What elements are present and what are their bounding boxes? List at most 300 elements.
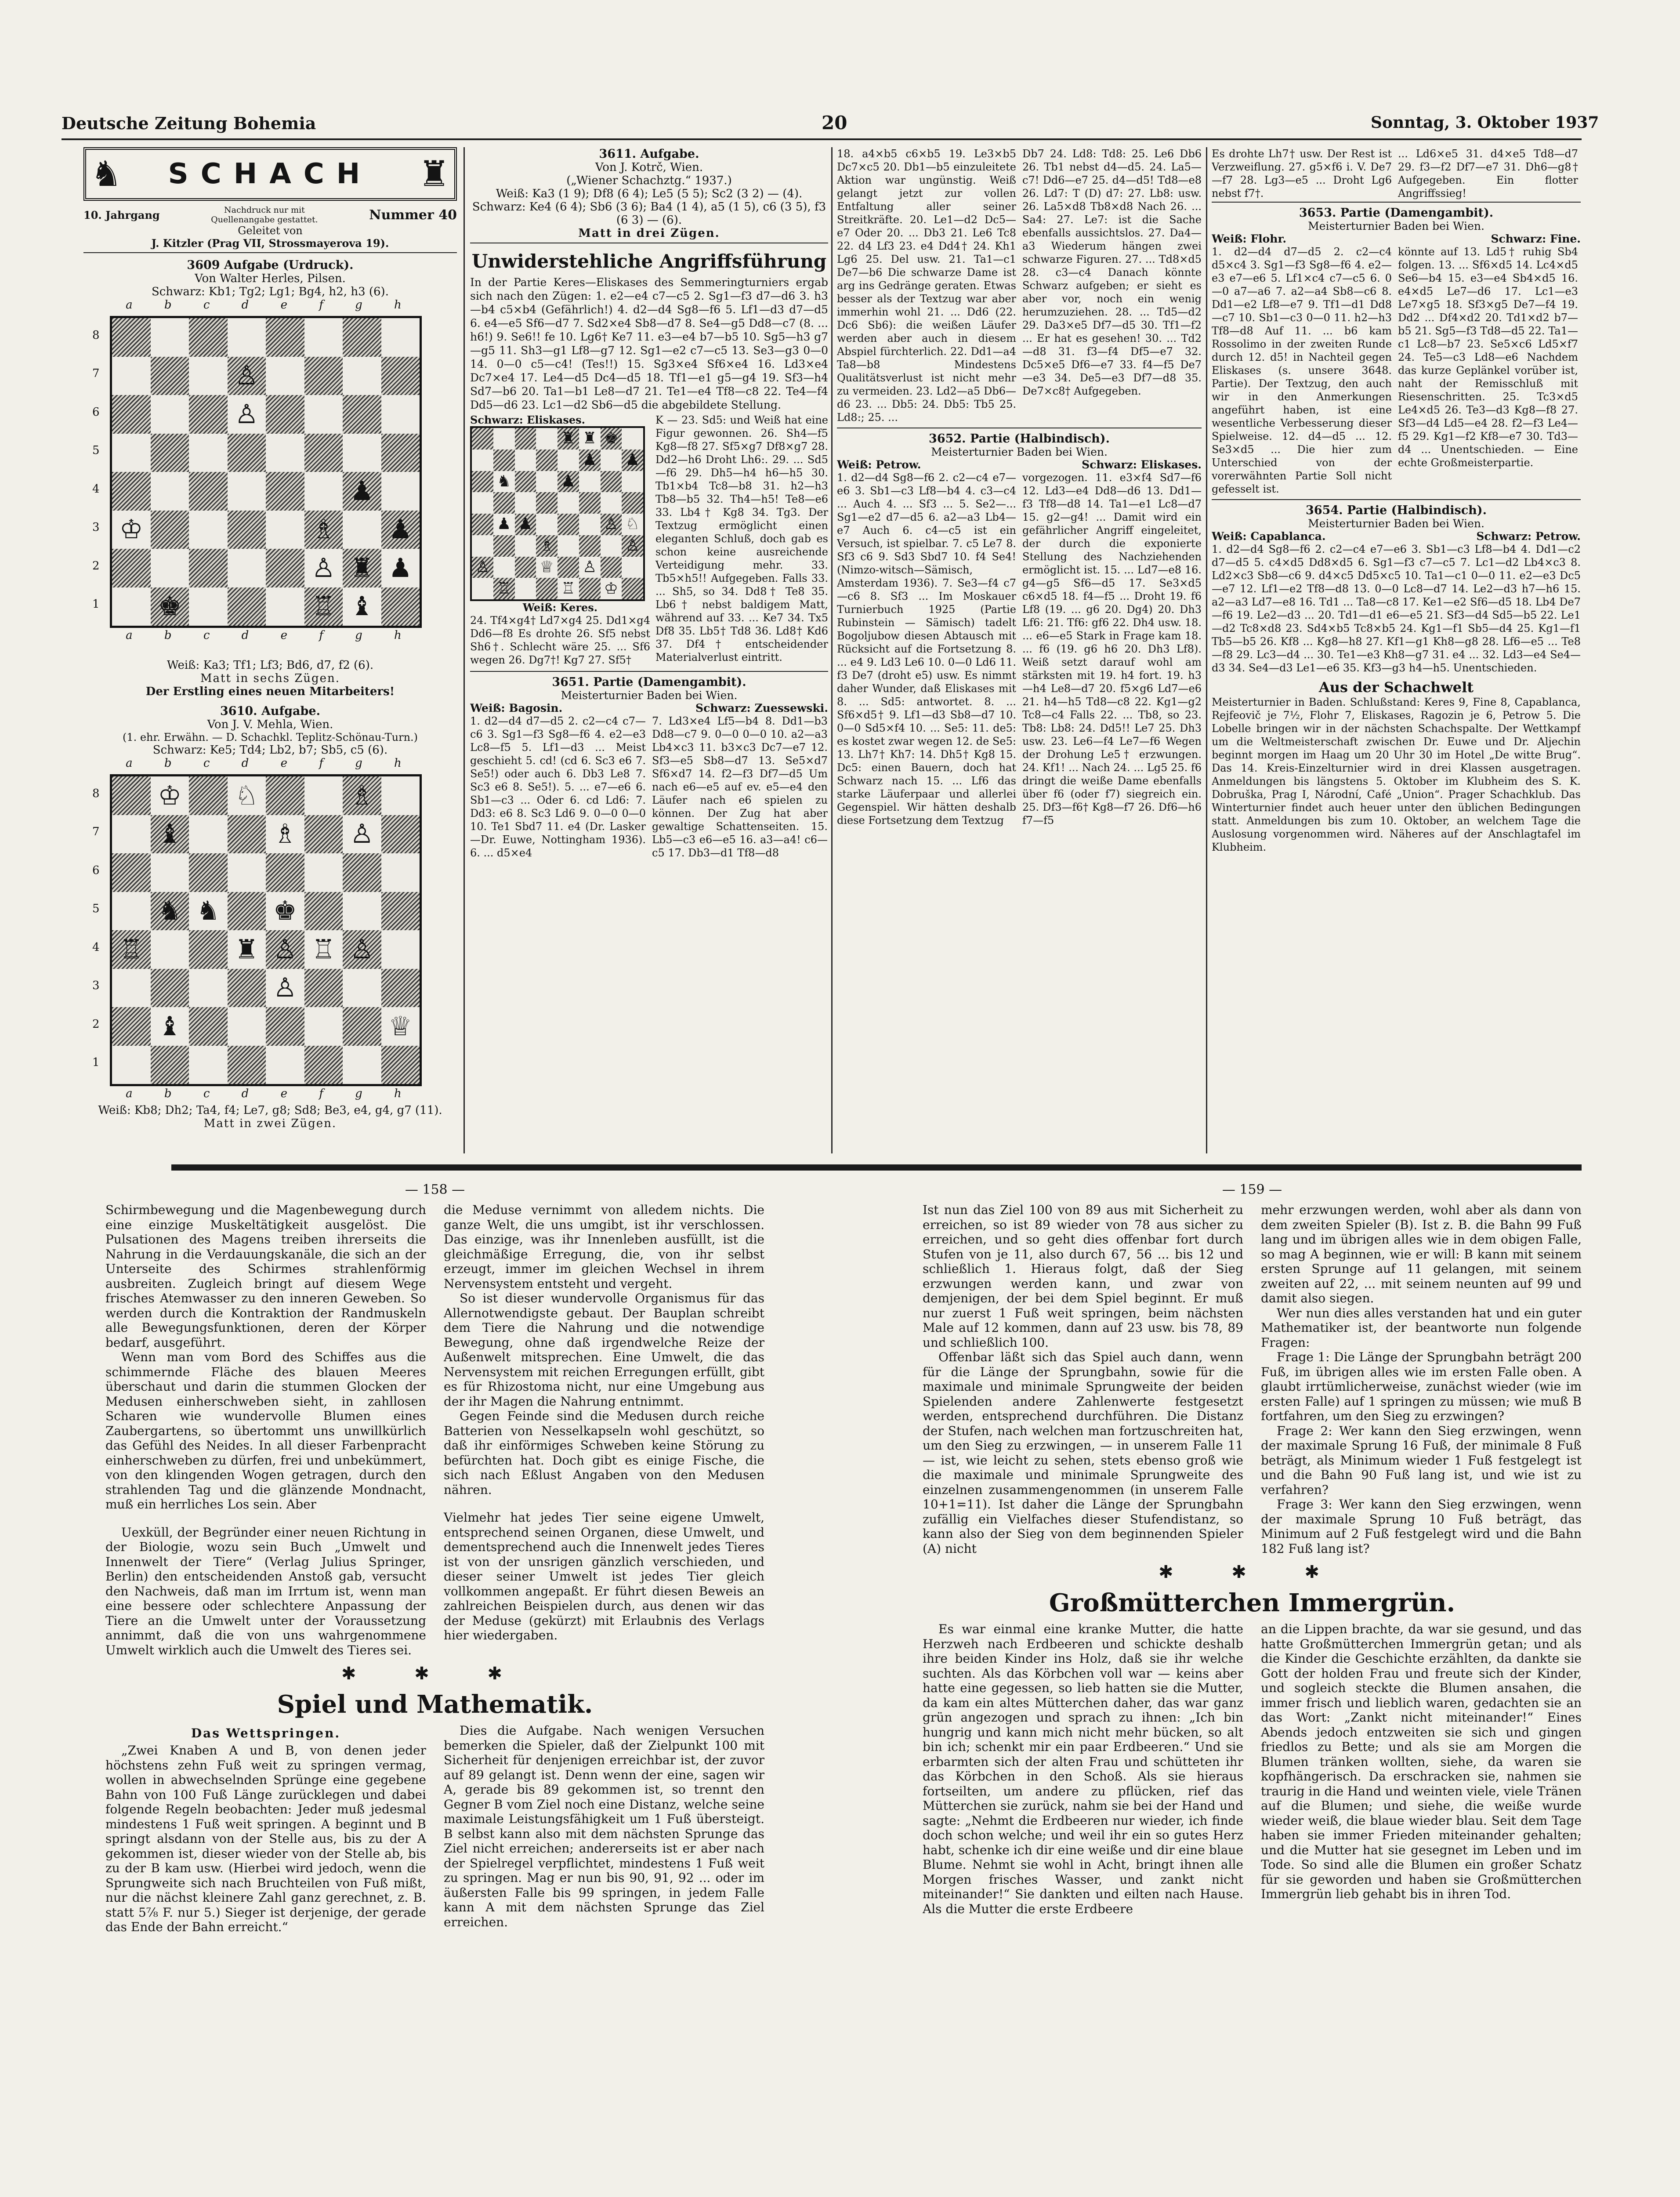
problem-3611-heading: 3611. Aufgabe.: [599, 147, 699, 161]
square-a1: [112, 1046, 151, 1084]
square-g2: [343, 549, 381, 587]
chess-piece-icon: ♟: [388, 552, 413, 584]
square-e3: [266, 969, 304, 1008]
game-3653-players: Weiß: Flohr. Schwarz: Fine.: [1212, 232, 1581, 245]
square-h5: [381, 892, 420, 931]
square-a5: [472, 492, 493, 514]
square-a6: [472, 471, 493, 493]
game-3652-moves-b: vorgezogen. 11. e3×f4 Sd7—f6 12. Ld3—e4 Dd8—d6 13. Dd1—f3 Tf8—d8 14. Ta1—e1 Lc8—d7 15. g2—g4! ... Damit wird ein gefährlicher Angriff eingeleitet, der durch die exponierte Stellung des Nachziehenden ermöglicht ist. 15. ... Ld7—e8 16. g4—g5 Sf6—d5 17. Se3×d5 c6×d5 18. f4—f5 ... Droht 19. f6 Lf8 (19. ... g6 20. Dg4) 20. Dh3 Lf6: 21. Tf6: gf6 22. Dh4 usw. 18. ... e6—e5 Stark in Frage kam 18. ... f6 (19. g6 h6 20. Dh3 Lf8). Weiß setzt darauf wohl am stärksten mit 19. h4 fort. 19. h3—h4 Le8—d7 20. f5×g6 Ld7—e6 21. h4—h5 Td8—c8 22. Kg1—g2 Tc8—c4 Falls 22. ... Tb8, so 23. Tb8: Lb8: 24. Dd5!! Le7 25. Dh3 usw. 23. Le6—f4 Le7—f6 Wegen der Drohung Le5† erzwungen. 24. Kf1! ... Nach 24. ... Lg5 25. f6 dringt die weiße Dame ebenfalls über f6 (oder f7) siegreich ein. 25. Df3—f6† Kg8—f7 26. Df6—h6 f7—f5: [1022, 471, 1202, 827]
square-h5: [622, 492, 643, 514]
square-d5: [536, 492, 558, 514]
chess-piece-icon: ♜: [350, 552, 374, 584]
square-e4: [266, 930, 304, 969]
section-stars-2: ✱ ✱ ✱: [1159, 1562, 1346, 1582]
game-3653-moves-a: 1. d2—d4 d7—d5 2. c2—c4 d5×c4 3. Sg1—f3 Sg8—f6 4. e2—e3 e7—e6 5. Lf1×c4 c7—c5 6. 0—0 a7—a6 7. a2—a4 Sb8—c6 8. Dd1—e2 Lf8—e7 9. Tf1—d1 Dd8—c7 10. Sb1—c3 0—0 11. h2—h3 Tf8—d8 Auf 11. ... b6 kam Rossolimo in der zweiten Runde durch 12. d5! in Nachteil gegen Eliskases (s. unsere 3648. Partie). Der Textzug, den auch wir in den Anmerkungen angeführt haben, ist eine wesentliche Verbesserung dieser Spielweise. 12. d4—d5 ... 12. Se3×d5 ... Die hier zum Unterschied von der vorerwähnten Partie Soll nicht gefesselt ist.: [1212, 246, 1392, 495]
square-g7: [343, 357, 381, 395]
square-d5: [228, 434, 266, 472]
game-3652-end: Es drohte Lh7† usw. Der Rest ist Verzweiflung. 27. g5×f6 i. V. De7—f7 28. Lg3—e5 ... Droht Lg6 nebst f7†.: [1212, 148, 1392, 199]
supplement-page-158: [105, 1182, 764, 2197]
square-g6: [343, 395, 381, 434]
chess-piece-icon: ♕: [539, 558, 554, 576]
schachwelt-heading: Aus der Schachwelt: [1318, 679, 1474, 696]
column-divider: [1206, 147, 1207, 1153]
schach-banner: [83, 147, 457, 201]
problem-3610-author: Von J. V. Mehla, Wien.: [207, 718, 333, 731]
issue-date: Sonntag, 3. Oktober 1937: [1371, 113, 1599, 132]
square-g7: [343, 815, 381, 854]
square-f4: [304, 472, 343, 511]
problem-3611-white: Weiß: Ka3 (1 9); Df8 (6 4); Le5 (5 5); Sc2 (3 2) — (4).: [496, 187, 803, 200]
square-c8: [189, 776, 228, 815]
editor: J. Kitzler (Prag VII, Strossmayerova 19).: [83, 237, 457, 253]
square-c2: [189, 549, 228, 587]
square-c7: [515, 450, 536, 471]
chess-piece-icon: ♗: [273, 819, 297, 850]
problem-3609-heading: 3609 Aufgabe (Urdruck).: [187, 258, 354, 272]
chess-piece-icon: ♝: [158, 819, 182, 850]
square-d3: [536, 535, 558, 557]
medusa-para-1: Schirmbewegung und die Magenbewegung durch eine einzige Muskeltätigkeit ausgelöst. Die Pulsationen des Magens treiben ihrerseits die Nahrung in die Verdauungskanäle, die sich an der Unterseite des Schirmes strahlenförmig ausbreiten. Zugleich bringt auf diesem Wege frisches Atemwasser zu den inneren Geweben. So werden durch die Kontraktion der Randmuskeln alle Bewegungsfunktionen, deren der Körper bedarf, ausgeführt.: [105, 1203, 426, 1350]
square-g6: [343, 853, 381, 892]
problem-3610-prize: (1. ehr. Erwähn. — D. Schachkl. Teplitz-Schönau-Turn.): [122, 731, 418, 743]
square-f1: [579, 578, 601, 599]
chess-piece-icon: ♟: [388, 514, 413, 545]
square-e7: [266, 815, 304, 854]
game-3652-sub: Meisterturnier Baden bei Wien.: [931, 446, 1108, 458]
spiel-para-3: Ist nun das Ziel 100 von 89 aus mit Sicherheit zu erreichen, so ist 89 wieder von 78 aus sicher zu erreichen, und so geht dies offenbar fort durch Stufen von je 11, also durch 67, 56 ... bis 12 und schließlich 1. Hieraus folgt, daß der Sieg erzwungen werden kann, und zwar von demjenigen, der bei dem Spiel beginnt. Er muß nur zuerst 1 Fuß weit springen, beim nächsten Male auf 12 kommen, dann auf 23 usw. bis 78, 89 und schließlich 100.: [923, 1203, 1243, 1350]
square-d6: [536, 471, 558, 493]
game-3653-moves-b: könnte auf 13. Ld5† ruhig Sb4 folgen. 13. ... Sf6×d5 14. Lc4×d5 Se6—b4 15. e3—e4 Sb4×d5 16. e4×d5 Le7—d6 17. Lc1—e3 Le7×g5 18. Sf3×g5 De7—f4 19. Dd2 ... Df4×d2 20. Td1×d2 b7—b5 21. Sg5—f3 Td8—d5 22. Ta1—c1 Lc8—b7 23. Se5×c6 Ld5×f7 24. Te5—c3 Ld8—e6 Nachdem das kurze Geplänkel vorüber ist, naht der Remisschluß mit Riesenschritten. 25. Tc3×d5 Le4×d5 26. Te3—d3 Kg8—f8 27. Sf3—d4 Ld5—e4 28. f2—f3 Le4—f5 29. Kg1—f2 Kf8—e7 30. Td3—d4 ... Unentschieden. — Eine echte Großmeisterpartie.: [1398, 246, 1578, 469]
diagram-caption-black: Schwarz: Eliskases.: [470, 413, 585, 426]
game-3654-heading: 3654. Partie (Halbindisch).: [1306, 504, 1487, 517]
square-f2: [304, 549, 343, 587]
board2-files-bottom: a b c d e f g h: [126, 1087, 402, 1100]
grossmuetterchen-para-1: Es war einmal eine kranke Mutter, die hatte Herzweh nach Erdbeeren und schickte deshalb ihre beiden Kinder ins Holz, daß sie ihr welche suchten. Als das Körbchen voll war — keins aber hatte eine gegessen, so lieb hatten sie die Mutter, da kam ein altes Mütterchen daher, das war ganz grün angezogen und sprach zu ihnen: „Ich bin hungrig und kann mich nicht mehr bücken, so alt bin ich; schenkt mir ein paar Erdbeeren.“ Und sie erbarmten sich der alten Frau und schütteten ihr das Körbchen in den Schoß. Als sie hieraus fortseilten, um andere zu pflücken, rief das Mütterchen sie zurück, nahm sie bei der Hand und sagte: „Nehmt die Erdbeeren nur wieder, ich finde doch schon welche; und weil ihr ein so gutes Herz habt, schenke ich dir eine weiße und dir eine blaue Blume. Nehmt sie wohl in Acht, bringt ihnen alle Morgen frisches Wasser, und zankt nicht miteinander!“ Sie dankten und eilten nach Hause. Als die Mutter die erste Erdbeere: [923, 1622, 1243, 1916]
square-a3: [112, 969, 151, 1008]
square-e3: [558, 535, 579, 557]
column-divider: [463, 147, 465, 1153]
chess-piece-icon: ♖: [311, 591, 336, 622]
chess-piece-icon: ♝: [158, 1011, 182, 1042]
square-b3: [151, 969, 189, 1008]
page-159-col-1: [923, 1203, 1243, 1556]
square-d6: [228, 853, 266, 892]
knight-icon: ♞: [91, 153, 122, 194]
board2-files-top: a b c d e f g h: [126, 757, 402, 770]
square-b8: [151, 776, 189, 815]
square-g2: [601, 557, 622, 578]
square-a3: [472, 535, 493, 557]
game-3652-result: ... Ld6×e5 31. d4×e5 Td8—d7 29. f3—f2 Df7—e7 31. Dh6—g8† Aufgegeben. Ein flotter Angriffssieg!: [1398, 148, 1578, 199]
king-icon: ♜: [418, 153, 450, 194]
square-d2: [536, 557, 558, 578]
square-h3: [381, 511, 420, 549]
column-divider: [831, 147, 833, 1153]
chess-piece-icon: ♟: [561, 472, 576, 490]
chess-column-3: [837, 147, 1202, 1158]
square-g4: [343, 930, 381, 969]
chess-piece-icon: ♙: [273, 972, 297, 1004]
square-g8: [601, 428, 622, 450]
article-title: Unwiderstehliche Angriffsführung: [471, 250, 827, 272]
square-e2: [266, 1007, 304, 1046]
square-g6: [601, 471, 622, 493]
chess-diagram-3610: [83, 757, 452, 1104]
square-f7: [579, 450, 601, 471]
square-c4: [515, 514, 536, 535]
square-g3: [343, 969, 381, 1008]
problem-3610-heading: 3610. Aufgabe.: [220, 704, 320, 718]
board-files-bottom: a b c d e f g h: [126, 629, 402, 642]
square-e5: [558, 492, 579, 514]
square-a3: [112, 511, 151, 549]
square-d7: [228, 357, 266, 395]
square-b7: [493, 450, 515, 471]
square-e6: [266, 395, 304, 434]
spiel-para-5: mehr erzwungen werden, wohl aber als dann von dem zweiten Spieler (B). Ist z. B. die Bahn 99 Fuß lang und im übrigen alles wie in dem obigen Falle, so mag A beginnen, wie er will: B kann mit seinem ersten Sprunge auf 11 gelangen, mit seinem zweiten auf 22, ... mit seinem neunten auf 99 und damit also siegen.: [1261, 1203, 1582, 1305]
square-a4: [112, 930, 151, 969]
square-e5: [266, 892, 304, 931]
chess-piece-icon: ♞: [496, 472, 511, 490]
square-c1: [189, 587, 228, 626]
square-e6: [266, 853, 304, 892]
square-c2: [515, 557, 536, 578]
square-h8: [381, 776, 420, 815]
medusa-para-4: So ist dieser wundervolle Organismus für das Allernotwendigste gebaut. Der Bauplan schreibt dem Tiere die Nahrung und die notwendige Bewegung, ohne daß irgendwelche Reize der Außenwelt mitsprechen. Eine Umwelt, die das Nervensystem mit reichen Erregungen erfüllt, gibt es für Rhizostoma nicht, nur eine Umgebung aus der ihr Magen die Nahrung entnimmt.: [444, 1291, 764, 1409]
newspaper-name: Deutsche Zeitung Bohemia: [62, 113, 316, 133]
square-b3: [151, 511, 189, 549]
chess-piece-icon: ♟: [496, 515, 511, 533]
square-e1: [266, 1046, 304, 1084]
chess-piece-icon: ♙: [604, 515, 619, 533]
square-b7: [151, 357, 189, 395]
square-b2: [493, 557, 515, 578]
square-a1: [112, 587, 151, 626]
problem-3609-black: Schwarz: Kb1; Tg2; Lg1; Bg4, h2, h3 (6).: [152, 285, 389, 298]
schachwelt-text: Meisterturnier in Baden. Schlußstand: Keres 9, Fine 8, Capablanca, Rejfeovič je 7½, Flohr 7, Eliskases, Ragozin je 6, Petrow 5. Die Lobelle bringen wir in der nächsten Schachspalte. Der Wettkampf um die Weltmeisterschaft zwischen Dr. Euwe und Dr. Aljechin beginnt morgen im Haag um 20 Uhr 30 im Hotel „De witte Brug“. Das 14. Kreis-Einzelturnier wird in drei Klassen ausgetragen. Anmeldungen bis längstens 5. Oktober im Klubheim des S. K. Dobruška, Prag I, Národní, Café „Union“. Prager Schachklub. Das Winterturnier findet auch heuer unter den üblichen Bedingungen statt. Anmeldungen bis zum 10. Oktober, an welchem Tage die Auslosung vorgenommen wird. Näheres auf der Anschlagtafel im Klubheim.: [1212, 696, 1581, 853]
chess-piece-icon: ♖: [496, 579, 511, 598]
game-3651-continued: 18. a4×b5 c6×b5 19. Le3×b5 Dc7×c5 20. Db1—b5 einzuleitete Aktion war ungünstig. Weiß gelangt jetzt zur vollen Entfaltung aller seiner Streitkräfte. 20. Le1—d2 Dc5—e7 Oder 20. ... Db3 21. Le6 Tc8 22. d4 Lf3 23. e4 Dd4† 24. Kh1 Lg6 25. Del usw. 21. Ta1—c1 De7—b6 Die schwarze Dame ist arg ins Gedränge geraten. Etwas besser als der Textzug war aber immerhin wohl 21. ... Dd6 (22. Dc6 Sb6): die weißen Läufer werden aber auch in diesem Abspiel fürchterlich. 22. Dd1—a4 Ta8—b8 Mindestens Qualitätsverlust ist nicht mehr zu vermeiden. 23. Ld2—a5 Db6—d6 23. ... Db5: 24. Db5: Tb5 25. Ld8:; 25. ...: [837, 148, 1016, 424]
square-h7: [381, 357, 420, 395]
square-c5: [189, 892, 228, 931]
square-e2: [266, 549, 304, 587]
square-a6: [112, 395, 151, 434]
edited-by: Geleitet von: [238, 225, 303, 237]
square-f6: [304, 395, 343, 434]
square-a5: [112, 892, 151, 931]
grossmuetterchen-para-2: an die Lippen brachte, da war sie gesund, und das hatte Großmütterchen Immergrün getan; und als die Kinder die Geschichte erzählten, da dankte sie Gott der holden Frau und freute sich der Kinder, und sogleich steckte die Blumen ansahen, die immer frisch und lieblich waren, gedachten sie an das Wort: „Zankt nicht miteinander!“ Eines Abends jedoch entzweiten sie sich und gingen friedlos zu Bette; und als sie am Morgen die Blumen tränken wollten, siehe, da waren sie kopfhängerisch. Da erschracken sie, nahmen sie traurig in die Hand und weinten viele, viele Tränen auf die Blumen; und siehe, die weiße wurde wieder weiß, die blaue wieder blau. Seit dem Tage haben sie immer Frieden miteinander gehalten; und die Mutter hat sie gesegnet im Leben und im Tode. So sind alle die Blumen ein großer Schatz für sie geworden und haben sie Großmütterchen Immergrün lieb gehabt bis in ihren Tod.: [1261, 1622, 1582, 1901]
square-c8: [515, 428, 536, 450]
square-f4: [304, 930, 343, 969]
board-ranks: 8 7 6 5 4 3 2 1: [92, 328, 100, 611]
header-rule: [62, 138, 1582, 140]
frage-1: Frage 1: Die Länge der Sprungbahn beträgt 200 Fuß, im übrigen alles wie im ersten Falle oben. A glaubt irrtümlicherweise, zunächst wieder (wie im ersten Falle) auf 1 springen zu müssen; wie muß B fortfahren, um den Sieg zu erzwingen?: [1261, 1350, 1582, 1423]
chess-piece-icon: ♙: [273, 934, 297, 965]
square-h6: [381, 853, 420, 892]
spiel-subtitle: Das Wettspringen.: [191, 1726, 341, 1740]
square-a7: [112, 815, 151, 854]
square-a6: [112, 853, 151, 892]
chess-column-4: [1212, 147, 1581, 1158]
square-a4: [112, 472, 151, 511]
square-a8: [112, 318, 151, 357]
square-b3: [493, 535, 515, 557]
square-c3: [515, 535, 536, 557]
chess-piece-icon: ♚: [158, 591, 182, 622]
spiel-para-4: Offenbar läßt sich das Spiel auch dann, wenn für die Länge der Sprungbahn, sowie für die maximale und minimale Sprungweite der beiden Spielenden andere Zahlenwerte festgesetzt werden, entsprechend durchführen. Die Distanz der Stufen, nach welchen man fortzuschreiten hat, um den Sieg zu erzwingen, — in unserem Falle 11 — ist, wie leicht zu sehen, stets ebenso groß wie die maximale und minimale Sprungweite des einzelnen zusammengenommen (in unserem Falle 10+1=11). Ist daher die Länge der Sprungbahn zufällig ein Vielfaches dieser Stufendistanz, so kann also der Sieg von dem beginnenden Spieler (A) nicht: [923, 1350, 1243, 1556]
square-b4: [151, 930, 189, 969]
square-b2: [151, 549, 189, 587]
spiel-para-6: Wer nun dies alles verstanden hat und ein guter Mathematiker ist, der beantworte nun folgende Fragen:: [1261, 1305, 1582, 1350]
square-g4: [343, 472, 381, 511]
square-b5: [151, 892, 189, 931]
square-a2: [112, 1007, 151, 1046]
board-3609: [110, 316, 422, 628]
game-3651-moves-b: 7. Ld3×e4 Lf5—b4 8. Dd1—b3 Dd8—c7 9. 0—0 0—0 10. a2—a3 Lb4×c3 11. b3×c3 Dc7—e7 12. Sf3—e5 Sb8—d7 13. Se5×d7 Sf6×d7 14. f2—f3 Df7—d5 Um nach e6—e5 auf ev. e5—e4 den Läufer nach e6 spielen zu können. Der Zug hat aber gewaltige Schattenseiten. 15. Lb5—c3 e6—e5 16. a3—a4! c6—c5 17. Db3—d1 Tf8—d8: [652, 715, 828, 859]
chess-piece-icon: ♟: [582, 451, 597, 469]
page-159-col-2: [1261, 1203, 1582, 1556]
square-f5: [304, 892, 343, 931]
square-d2: [228, 549, 266, 587]
chess-piece-icon: ♔: [119, 514, 143, 545]
article-text: In der Partie Keres—Eliskases des Semmeringturniers ergab sich nach den Zügen: 1. e2—e4 c7—c5 2. Sg1—f3 d7—d6 3. h3—b4 c5×b4 (Gefährlich!) 4. d2—d4 Sg8—f6 5. Lf1—d3 d7—d5 6. e4—e5 Sf6—d7 7. Sd2×e4 Sb8—d7 8. Se4—g5 Dd8—c7 (8. ... h6!) 9. Se6!! fe 10. Lg6† Ke7 11. e3—e4 b7—b5 10. Sg5—h3 g7—g5 11. Sh3—g1 Lf8—g7 12. Sg1—e2 c7—c5 13. Se3—g3 0—0 14. 0—0 c5—c4! (Tes!!) 15. Sg3×e4 Sf6×e4 16. Ld3×e4 Dc7×e4 17. Le4—d5 Dc4—d5 18. Tf1—e1 g5—g4 19. Sf3—h4 Sd7—b6 20. Ta1—b1 Le8—d7 21. Te1—e4 Tf8—c8 22. Te4—f4 Dd5—d6 23. Lc1—d2 Sb6—d5 die abgebildete Stellung.: [470, 276, 828, 411]
square-e2: [558, 557, 579, 578]
chess-piece-icon: ♞: [196, 895, 220, 927]
square-e5: [266, 434, 304, 472]
chess-piece-icon: ♚: [273, 895, 297, 927]
square-h8: [381, 318, 420, 357]
medusa-para-2: Wenn man vom Bord des Schiffes aus die schimmernde Fläche des blauen Meeres überschaut und darin die stummen Glocken der Medusen einherschweben sieht, in zahllosen Scharen wie wundervolle Blumen eines Zaubergartens, so übertommt uns unwillkürlich das Gefühl des Neides. In all dieser Farbenpracht einherschweben zu dürfen, frei und unbekümmert, von den klingenden Wogen getragen, durch den strahlenden Tag und die glänzende Mondnacht, muß ein herrliches Los sein. Aber: [105, 1350, 426, 1512]
keres-diagram-block: [470, 413, 650, 668]
square-h6: [622, 471, 643, 493]
square-f2: [304, 1007, 343, 1046]
square-f1: [304, 587, 343, 626]
square-g4: [601, 514, 622, 535]
square-f1: [304, 1046, 343, 1084]
chess-piece-icon: ♘: [625, 515, 640, 533]
game-3651-players: Weiß: Bagosin. Schwarz: Zuessewski.: [470, 702, 828, 714]
square-c3: [189, 511, 228, 549]
schach-title: SCHACH: [168, 158, 373, 190]
chess-piece-icon: ♗: [311, 514, 336, 545]
square-c7: [189, 357, 228, 395]
square-f6: [579, 471, 601, 493]
chess-piece-icon: ♙: [235, 399, 259, 430]
square-b8: [151, 318, 189, 357]
medusa-para-6: Vielmehr hat jedes Tier seine eigene Umwelt, entsprechend seinen Organen, diese Umwelt, und dementsprechend auch die Innenwelt jedes Tieres ist von der unsrigen gänzlich verschieden, und dieser seiner Umwelt ist jedes Tier gleich vollkommen angepaßt. Er führt diesen Beweis an zahlreichen Beispielen durch, aus denen wir das der Meduse (gekürzt) mit Erlaubnis des Verlags hier wiedergaben.: [444, 1510, 764, 1642]
medusa-para-3: die Meduse vernimmt von alledem nichts. Die ganze Welt, die uns umgibt, ist ihr verschlossen. Das einzige, was ihr Innenleben ausfüllt, ist die gleichmäßige Erregung, die, von ihr selbst erzeugt, immer im gleichen Wechsel in ihrem Nervensystem entsteht und vergeht.: [444, 1203, 764, 1291]
chess-piece-icon: ♖: [119, 934, 143, 965]
game-3653-heading: 3653. Partie (Damengambit).: [1299, 206, 1494, 220]
chess-piece-icon: ♙: [582, 558, 597, 576]
square-g1: [601, 578, 622, 599]
game-3652-players: Weiß: Petrow. Schwarz: Eliskases.: [837, 458, 1202, 471]
chess-piece-icon: ♔: [158, 780, 182, 811]
game-3654-sub: Meisterturnier Baden bei Wien.: [1308, 517, 1484, 530]
square-a4: [472, 514, 493, 535]
chess-piece-icon: ♟: [350, 475, 374, 507]
square-h1: [622, 578, 643, 599]
square-g8: [343, 776, 381, 815]
problem-3609-note: Der Erstling eines neuen Mitarbeiters!: [145, 685, 395, 698]
square-h2: [381, 549, 420, 587]
uexkuell-para: Uexküll, der Begründer einer neuen Richtung in der Biologie, wozu sein Buch „Umwelt und Innenwelt der Tiere“ (Verlag Julius Springer, Berlin) den entscheidenden Anstoß gab, versucht den Nachweis, daß man im Irrtum ist, wenn man eine bessere oder schlechtere Anpassung der Tiere an die Umwelt unter der Voraussetzung annimmt, daß die von uns wahrgenommene Umwelt wirklich auch die Umwelt des Tieres sei.: [105, 1525, 426, 1657]
square-d8: [228, 776, 266, 815]
square-h5: [381, 434, 420, 472]
square-c2: [189, 1007, 228, 1046]
board-3610: [110, 774, 422, 1086]
chess-piece-icon: ♔: [604, 579, 619, 598]
square-c5: [515, 492, 536, 514]
square-d7: [228, 815, 266, 854]
square-b6: [151, 395, 189, 434]
square-d4: [228, 472, 266, 511]
square-g1: [343, 587, 381, 626]
square-a8: [112, 776, 151, 815]
reprint-note: Nachdruck nur mit Quellenangabe gestattet.: [211, 205, 318, 225]
problem-3609-mate: Matt in sechs Zügen.: [200, 672, 340, 685]
square-g5: [601, 492, 622, 514]
square-e4: [558, 514, 579, 535]
square-a7: [472, 450, 493, 471]
chess-piece-icon: ♜: [582, 429, 597, 448]
square-e1: [266, 587, 304, 626]
section-divider: [171, 1164, 1582, 1171]
game-3654-players: Weiß: Capablanca. Schwarz: Petrow.: [1212, 530, 1581, 543]
square-f7: [304, 357, 343, 395]
square-h3: [622, 535, 643, 557]
square-e7: [558, 450, 579, 471]
square-f6: [304, 853, 343, 892]
page-158-number: — 158 —: [405, 1182, 465, 1197]
square-c5: [189, 434, 228, 472]
square-c1: [515, 578, 536, 599]
square-g5: [343, 434, 381, 472]
square-h7: [622, 450, 643, 471]
board2-ranks: 8 7 6 5 4 3 2 1: [92, 787, 100, 1069]
square-b5: [151, 434, 189, 472]
square-b1: [151, 1046, 189, 1084]
square-d4: [536, 514, 558, 535]
game-3651-heading: 3651. Partie (Damengambit).: [552, 675, 746, 689]
spiel-para-1: „Zwei Knaben A und B, von denen jeder höchstens zehn Fuß weit zu springen vermag, wollen in abwechselnden Sprünge eine gegebene Bahn von 100 Fuß Länge zurücklegen und dabei folgende Regeln beobachten: Jeder muß jedesmal mindestens 1 Fuß weit springen. A beginnt und B springt alsdann von der Stelle aus, bis zu der A gekommen ist, dieser wieder von der Stelle ab, bis zu der B kam usw. (Hierbei wird jedoch, wenn die Sprungweite sich nach Bruchteilen von Fuß mißt, nur die nächst kleinere Zahl ganz gerechnet, z. B. statt 5⅞ F. nur 5.) Sieger ist derjenige, der gerade das Ende der Bahn erreicht.“: [105, 1743, 426, 1934]
game-3651-moves-a: 1. d2—d4 d7—d5 2. c2—c4 c7—c6 3. Sg1—f3 Sg8—f6 4. e2—e3 Lc8—f5 5. Lf1—d3 ... Meist geschieht 5. cd! (cd 6. Sc3 e6 7. Se5!) oder auch 6. Db3 Le8 7. Sc3 e6 8. Se5!). 5. ... e7—e6 6. Sb1—c3 ... Oder 6. cd Ld6: 7. Dd3: e6 8. Sc3 Ld6 9. 0—0 0—0 10. Te1 Sbd7 11. e4 (Dr. Lasker—Dr. Euwe, Nottingham 1936). 6. ... d5×e4: [470, 715, 646, 859]
square-a8: [472, 428, 493, 450]
square-c3: [189, 969, 228, 1008]
square-e7: [266, 357, 304, 395]
board-files-top: a b c d e f g h: [126, 298, 402, 312]
game-3652-moves-a: 1. d2—d4 Sg8—f6 2. c2—c4 e7—e6 3. Sb1—c3 Lf8—b4 4. c3—c4 ... Auch 4. ... Sf3 ... 5. Se2—... Sg1—e2 d7—d5 6. a2—a3 Lb4—e7 Auch 6. c4—c5 ist ein Versuch, ist spielbar. 7. c5 Le7 8. Sf3 c6 9. Sd3 Sbd7 10. f4 Se4! (Nimzo-witsch—Sämisch, Amsterdam 1936). 7. Se3—f4 c7—c6 8. Sf3 ... Im Moskauer Turnierbuch 1925 (Partie Rubinstein — Sämisch) tadelt Bogoljubow diesen Abtausch mit Rücksicht auf die Fortsetzung 8. ... e4 9. Ld3 Le6 10. 0—0 Ld6 11. f3 De7 (droht e5) usw. Es nimmt daher Wunder, daß Eliskases mit 8. ... Sd5: antwortet. 8. ... Sf6×d5† 9. Lf1—d3 Sb8—d7 10. 0—0 Sd5×f4 10. ... Se5: 11. de5: es kostet zwar wegen 12. de Se5: 13. Lh7† Kh7: 14. Dh5† Kg8 15. Dc5: einen Bauern, doch hat Schwarz nach 15. ... Lf6 das starke Läuferpaar und allerlei Gegenspiel. Wir hätten deshalb diese Fortsetzung dem Textzug: [837, 471, 1016, 827]
square-g7: [601, 450, 622, 471]
chess-piece-icon: ♘: [235, 780, 259, 811]
chess-piece-icon: ♙: [235, 360, 259, 392]
square-f8: [304, 318, 343, 357]
chess-piece-icon: ♟: [625, 451, 640, 469]
square-f3: [304, 511, 343, 549]
square-d5: [228, 892, 266, 931]
square-d8: [228, 318, 266, 357]
chess-piece-icon: ♞: [158, 895, 182, 927]
square-h8: [622, 428, 643, 450]
square-f5: [304, 434, 343, 472]
chess-piece-icon: ♚: [604, 429, 619, 448]
problem-3610-white: Weiß: Kb8; Dh2; Ta4, f4; Le7, g8; Sd8; Be3, e4, g4, g7 (11).: [98, 1104, 442, 1117]
chess-piece-icon: ♖: [561, 579, 576, 598]
diagram-caption-white: Weiß: Keres.: [522, 601, 598, 614]
square-g1: [343, 1046, 381, 1084]
square-b6: [493, 471, 515, 493]
square-c4: [189, 472, 228, 511]
chess-piece-icon: ♙: [350, 819, 374, 850]
square-d6: [228, 395, 266, 434]
chess-piece-icon: ♙: [350, 934, 374, 965]
square-e1: [558, 578, 579, 599]
square-g2: [343, 1007, 381, 1046]
square-h4: [381, 472, 420, 511]
spiel-para-2: Dies die Aufgabe. Nach wenigen Versuchen bemerken die Spieler, daß der Zielpunkt 100 mit Sicherheit für denjenigen erreichbar ist, der zuvor auf 89 gelangt ist. Denn wenn der eine, sagen wir A, gerade bis 89 gekommen ist, so trennt den Gegner B vom Ziel noch eine Distanz, welche seine maximale Leistungsfähigkeit um 1 Fuß übersteigt. B selbst kann also mit dem nächsten Sprunge das Ziel nicht erreichen; andererseits ist er aber nach der Spielregel verpflichtet, mindestens 1 Fuß weit zu springen. Mag er nun bis 90, 91, 92 ... oder im äußersten Falle bis 99 springen, in jedem Falle kann A mit dem nächsten Sprunge das Ziel erreichen.: [444, 1723, 764, 1929]
square-d1: [228, 1046, 266, 1084]
chess-piece-icon: ♙: [475, 558, 490, 576]
square-a2: [472, 557, 493, 578]
square-h2: [381, 1007, 420, 1046]
square-e4: [266, 472, 304, 511]
section-stars: ✱ ✱ ✱: [341, 1664, 529, 1684]
square-d1: [536, 578, 558, 599]
square-d7: [536, 450, 558, 471]
square-f3: [579, 535, 601, 557]
square-d4: [228, 930, 266, 969]
chess-column-1: [83, 147, 457, 1158]
grossmuetterchen-title: Großmütterchen Immergrün.: [1049, 1588, 1456, 1617]
square-b1: [493, 578, 515, 599]
square-b1: [151, 587, 189, 626]
square-c6: [189, 853, 228, 892]
square-f8: [304, 776, 343, 815]
square-f2: [579, 557, 601, 578]
chess-column-2: [470, 147, 828, 1158]
square-h1: [381, 1046, 420, 1084]
game-3651-end: Db7 24. Ld8: Td8: 25. Le6 Db6 26. Tb1 nebst d4—d5. 24. La5—c7! Dd6—e7 25. d4—d5! Td8—e8 26. Ld7: T (D) d7: 27. Lb8: usw. 26. La5×d8 Tb8×d8 Nach 26. ... Sa4: 27. Le7: ist die Sache ebenfalls aussichtslos. 27. Da4—a3 Wiederum hängen zwei schwarze Figuren. 27. ... Td8×d5 28. c3—c4 Danach könnte Schwarz aufgeben; er sieht es aber vor, noch ein wenig herumzuziehen. 28. ... Td5—d2 29. Da3×e5 Df7—d5 30. Tf1—f2 ... Er hat es gesehen! 30. ... Td2—d8 31. f3—f4 Df5—e7 32. Dc5×e5 Df6—e7 33. f4—f5 De7—e3 34. De5—e3 Df7—d8 35. De7×c8† Aufgegeben.: [1022, 148, 1202, 397]
chess-piece-icon: ♜: [561, 429, 576, 448]
square-b4: [151, 472, 189, 511]
game-3652-heading: 3652. Partie (Halbindisch).: [929, 432, 1110, 446]
square-a7: [112, 357, 151, 395]
square-h7: [381, 815, 420, 854]
issue-number: Nummer 40: [369, 207, 457, 223]
square-f5: [579, 492, 601, 514]
game-3654-moves: 1. d2—d4 Sg8—f6 2. c2—c4 e7—e6 3. Sb1—c3 Lf8—b4 4. Dd1—c2 d7—d5 5. c4×d5 Dd8×d5 6. Sg1—f3 c7—c5 7. Lc1—d2 Lb4×c3 8. Ld2×c3 Sb8—c6 9. d4×c5 Dd5×c5 10. Ta1—c1 0—0 11. e2—e3 Dc5—e7 12. Lf1—e2 Tf8—d8 13. 0—0 Lc8—d7 14. Le2—d3 h7—h6 15. a2—a3 Ld7—e8 16. Td1 ... Ta8—c8 17. Ke1—e2 Sf6—d5 18. Lb4 De7—f6 19. Le2—d3 ... 20. Td1—d1 e6—e5 21. Sf3—d4 Sd5—b5 22. Le1—d2 Tc8×d8 23. Sd4×b5 Tc8×b5 24. Kg1—f1 Sb5—d4 25. Kg1—f1 Tb5—b5 26. Kf8 ... Kg8—h8 27. Kf1—g1 Kh8—g8 28. Lf6—e5 ... Te8—f8 29. Lc3—d4 ... 30. Te1—e3 Kh8—g7 31. e4 ... 32. Ld3—e4 Se4—d3 34. Se4—d3 Le1—e6 35. Kf3—g3 h4—h5. Unentschieden.: [1212, 543, 1581, 674]
problem-3611-author: Von J. Kotrč, Wien.: [595, 161, 703, 174]
moves-left: 24. Tf4×g4† Ld7×g4 25. Dd1×g4 Dd6—f8 Es drohte 26. Sf5 nebst Sh6†. Schlecht wäre 25. ... Sf6 wegen 26. Dg7†! Kg7 27. Sf5†: [470, 614, 650, 666]
square-h2: [622, 557, 643, 578]
problem-3609-white: Weiß: Ka3; Tf1; Lf3; Bd6, d7, f2 (6).: [167, 659, 374, 672]
square-f4: [579, 514, 601, 535]
square-h1: [381, 587, 420, 626]
schach-meta: [83, 205, 457, 225]
square-a1: [472, 578, 493, 599]
square-f3: [304, 969, 343, 1008]
chess-piece-icon: ♖: [311, 934, 336, 965]
spiel-title: Spiel und Mathematik.: [277, 1690, 593, 1719]
square-d2: [228, 1007, 266, 1046]
game-3651-sub: Meisterturnier Baden bei Wien.: [561, 689, 738, 702]
jahrgang: 10. Jahrgang: [83, 208, 160, 221]
problem-3610-mate: Matt in zwei Zügen.: [203, 1117, 337, 1130]
problem-3611-mate: Matt in drei Zügen.: [470, 227, 828, 243]
page-159-number: — 159 —: [1222, 1182, 1282, 1197]
square-e3: [266, 511, 304, 549]
page-158-col-2: [444, 1203, 764, 1657]
